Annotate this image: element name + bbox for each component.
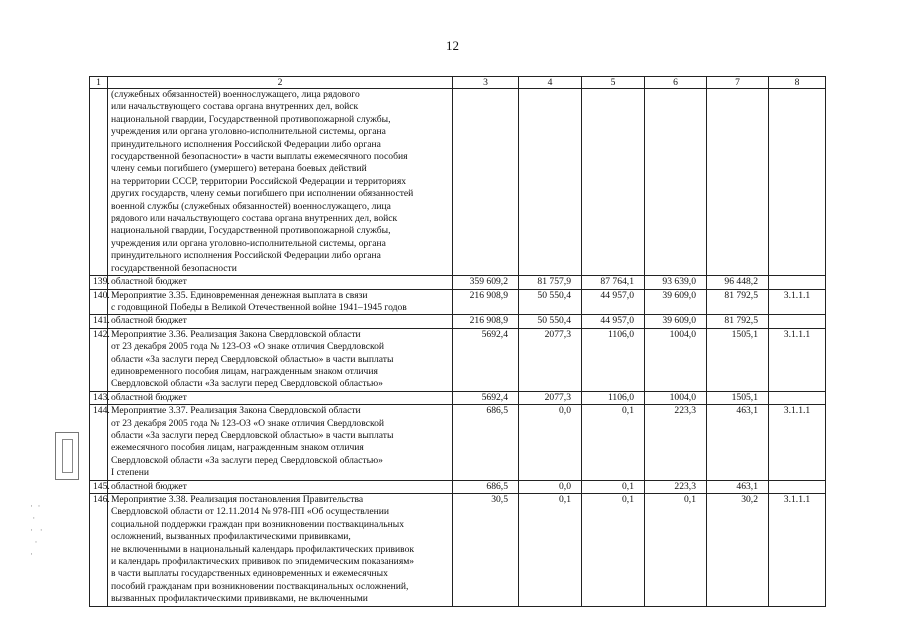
cell-year-3: 223,3	[645, 480, 707, 493]
cell-year-3: 223,3	[645, 405, 707, 480]
cell-year-2: 0,1	[582, 494, 645, 607]
cell-year-2	[582, 89, 645, 276]
cell-year-2: 44 957,0	[582, 289, 645, 315]
table-row	[90, 276, 826, 289]
cell-year-4: 30,2	[707, 494, 769, 607]
row-description: областной бюджет	[108, 276, 453, 289]
row-number: 146.	[90, 494, 108, 607]
cell-total: 216 908,9	[453, 315, 519, 328]
row-description: (служебных обязанностей) военнослужащего, лица рядового или начальствующего состава органа внутренних дел, войск национальной гвардии, Государственной противопожарной службы, учреждения или органа уголовно-исполнительной системы, органа принудительного исполнения Российской Федерации либо органа государственной безопасности» в части выплаты ежемесячного пособия члену семьи погибшего (умершего) ветерана боевых действий на территории СССР, территории Российской Федерации и территориях других государств, члену семьи погибшего при исполнении обязанностей военной службы (служебных обязанностей) военнослужащего, лица рядового или начальствующего состава органа внутренних дел, войск национальной гвардии, Государственной противопожарной службы, учреждения или органа уголовно-исполнительной системы, органа принудительного исполнения Российской Федерации либо органа государственной безопасности	[108, 89, 453, 276]
cell-total	[453, 89, 519, 276]
cell-target-ref: 3.1.1.1	[769, 289, 826, 315]
cell-total: 5692,4	[453, 328, 519, 391]
cell-year-3	[645, 89, 707, 276]
column-header: 8	[769, 77, 826, 89]
row-number: 143.	[90, 391, 108, 404]
cell-target-ref	[769, 391, 826, 404]
cell-year-2: 0,1	[582, 405, 645, 480]
cell-year-4: 81 792,5	[707, 315, 769, 328]
cell-year-3: 1004,0	[645, 391, 707, 404]
row-number: 141.	[90, 315, 108, 328]
cell-year-2: 0,1	[582, 480, 645, 493]
table-row	[90, 89, 826, 276]
cell-year-2: 87 764,1	[582, 276, 645, 289]
row-description: Мероприятие 3.37. Реализация Закона Свердловской области от 23 декабря 2005 года № 123-ОЗ «О знаке отличия Свердловской области «За заслуги перед Свердловской областью» в части выплаты ежемесячного пособия лицам, награжденным знаком отличия Свердловской области «За заслуги перед Свердловской областью» I степени	[108, 405, 453, 480]
column-header: 1	[90, 77, 108, 89]
cell-year-3: 0,1	[645, 494, 707, 607]
column-header: 7	[707, 77, 769, 89]
row-description: областной бюджет	[108, 480, 453, 493]
cell-year-3: 39 609,0	[645, 289, 707, 315]
cell-year-3: 93 639,0	[645, 276, 707, 289]
cell-year-4: 81 792,5	[707, 289, 769, 315]
cell-year-4: 463,1	[707, 405, 769, 480]
cell-year-4: 1505,1	[707, 328, 769, 391]
cell-year-4: 96 448,2	[707, 276, 769, 289]
cell-year-1: 2077,3	[519, 391, 582, 404]
row-number: 144.	[90, 405, 108, 480]
column-header: 3	[453, 77, 519, 89]
row-number: 140.	[90, 289, 108, 315]
cell-total: 359 609,2	[453, 276, 519, 289]
cell-target-ref: 3.1.1.1	[769, 328, 826, 391]
cell-year-2: 1106,0	[582, 328, 645, 391]
cell-year-1: 2077,3	[519, 328, 582, 391]
cell-target-ref	[769, 315, 826, 328]
cell-year-4: 463,1	[707, 480, 769, 493]
column-header: 2	[108, 77, 453, 89]
cell-target-ref: 3.1.1.1	[769, 405, 826, 480]
cell-year-4: 1505,1	[707, 391, 769, 404]
margin-stamp-inner	[62, 439, 73, 473]
cell-year-1: 0,1	[519, 494, 582, 607]
table-row	[90, 480, 826, 493]
row-description: Мероприятие 3.36. Реализация Закона Свердловской области от 23 декабря 2005 года № 123-ОЗ «О знаке отличия Свердловской области «За заслуги перед Свердловской областью» в части выплаты единовременного пособия лицам, награжденным знаком отличия Свердловской области «За заслуги перед Свердловской областью»	[108, 328, 453, 391]
cell-year-1: 50 550,4	[519, 315, 582, 328]
cell-target-ref: 3.1.1.1	[769, 494, 826, 607]
budget-table	[89, 76, 826, 607]
cell-year-2: 44 957,0	[582, 315, 645, 328]
cell-year-1: 50 550,4	[519, 289, 582, 315]
table-row	[90, 315, 826, 328]
table-row	[90, 494, 826, 607]
cell-year-1: 81 757,9	[519, 276, 582, 289]
table-row	[90, 328, 826, 391]
cell-total: 686,5	[453, 405, 519, 480]
cell-total: 30,5	[453, 494, 519, 607]
table-row	[90, 405, 826, 480]
row-description: Мероприятие 3.35. Единовременная денежная выплата в связи с годовщиной Победы в Великой Отечественной войне 1941–1945 годов	[108, 289, 453, 315]
row-description: областной бюджет	[108, 391, 453, 404]
cell-target-ref	[769, 89, 826, 276]
row-description: Мероприятие 3.38. Реализация постановления Правительства Свердловской области от 12.11.2014 № 978-ПП «Об осуществлении социальной поддержки граждан при возникновении поствакцинальных осложнений, вызванных профилактическими прививками, не включенными в национальный календарь профилактических прививок и календарь профилактических прививок по эпидемическим показаниям» в части выплаты государственных единовременных и ежемесячных пособий гражданам при возникновении поствакцинальных осложнений, вызванных профилактическими прививками, не включенными	[108, 494, 453, 607]
column-header: 4	[519, 77, 582, 89]
cell-total: 216 908,9	[453, 289, 519, 315]
column-header: 6	[645, 77, 707, 89]
cell-target-ref	[769, 480, 826, 493]
cell-year-1: 0,0	[519, 480, 582, 493]
row-number: 145.	[90, 480, 108, 493]
cell-year-3: 39 609,0	[645, 315, 707, 328]
row-number: 142.	[90, 328, 108, 391]
cell-year-3: 1004,0	[645, 328, 707, 391]
margin-stamp	[55, 432, 79, 480]
column-header: 5	[582, 77, 645, 89]
cell-year-1	[519, 89, 582, 276]
table-row	[90, 391, 826, 404]
row-description: областной бюджет	[108, 315, 453, 328]
cell-total: 5692,4	[453, 391, 519, 404]
cell-year-2: 1106,0	[582, 391, 645, 404]
cell-year-4	[707, 89, 769, 276]
table-header-row	[90, 77, 826, 89]
cell-year-1: 0,0	[519, 405, 582, 480]
cell-target-ref	[769, 276, 826, 289]
margin-marks: · · · · · · ·	[30, 501, 43, 559]
page-number: 12	[446, 38, 459, 53]
cell-total: 686,5	[453, 480, 519, 493]
row-number: 139.	[90, 276, 108, 289]
row-number	[90, 89, 108, 276]
table-row	[90, 289, 826, 315]
